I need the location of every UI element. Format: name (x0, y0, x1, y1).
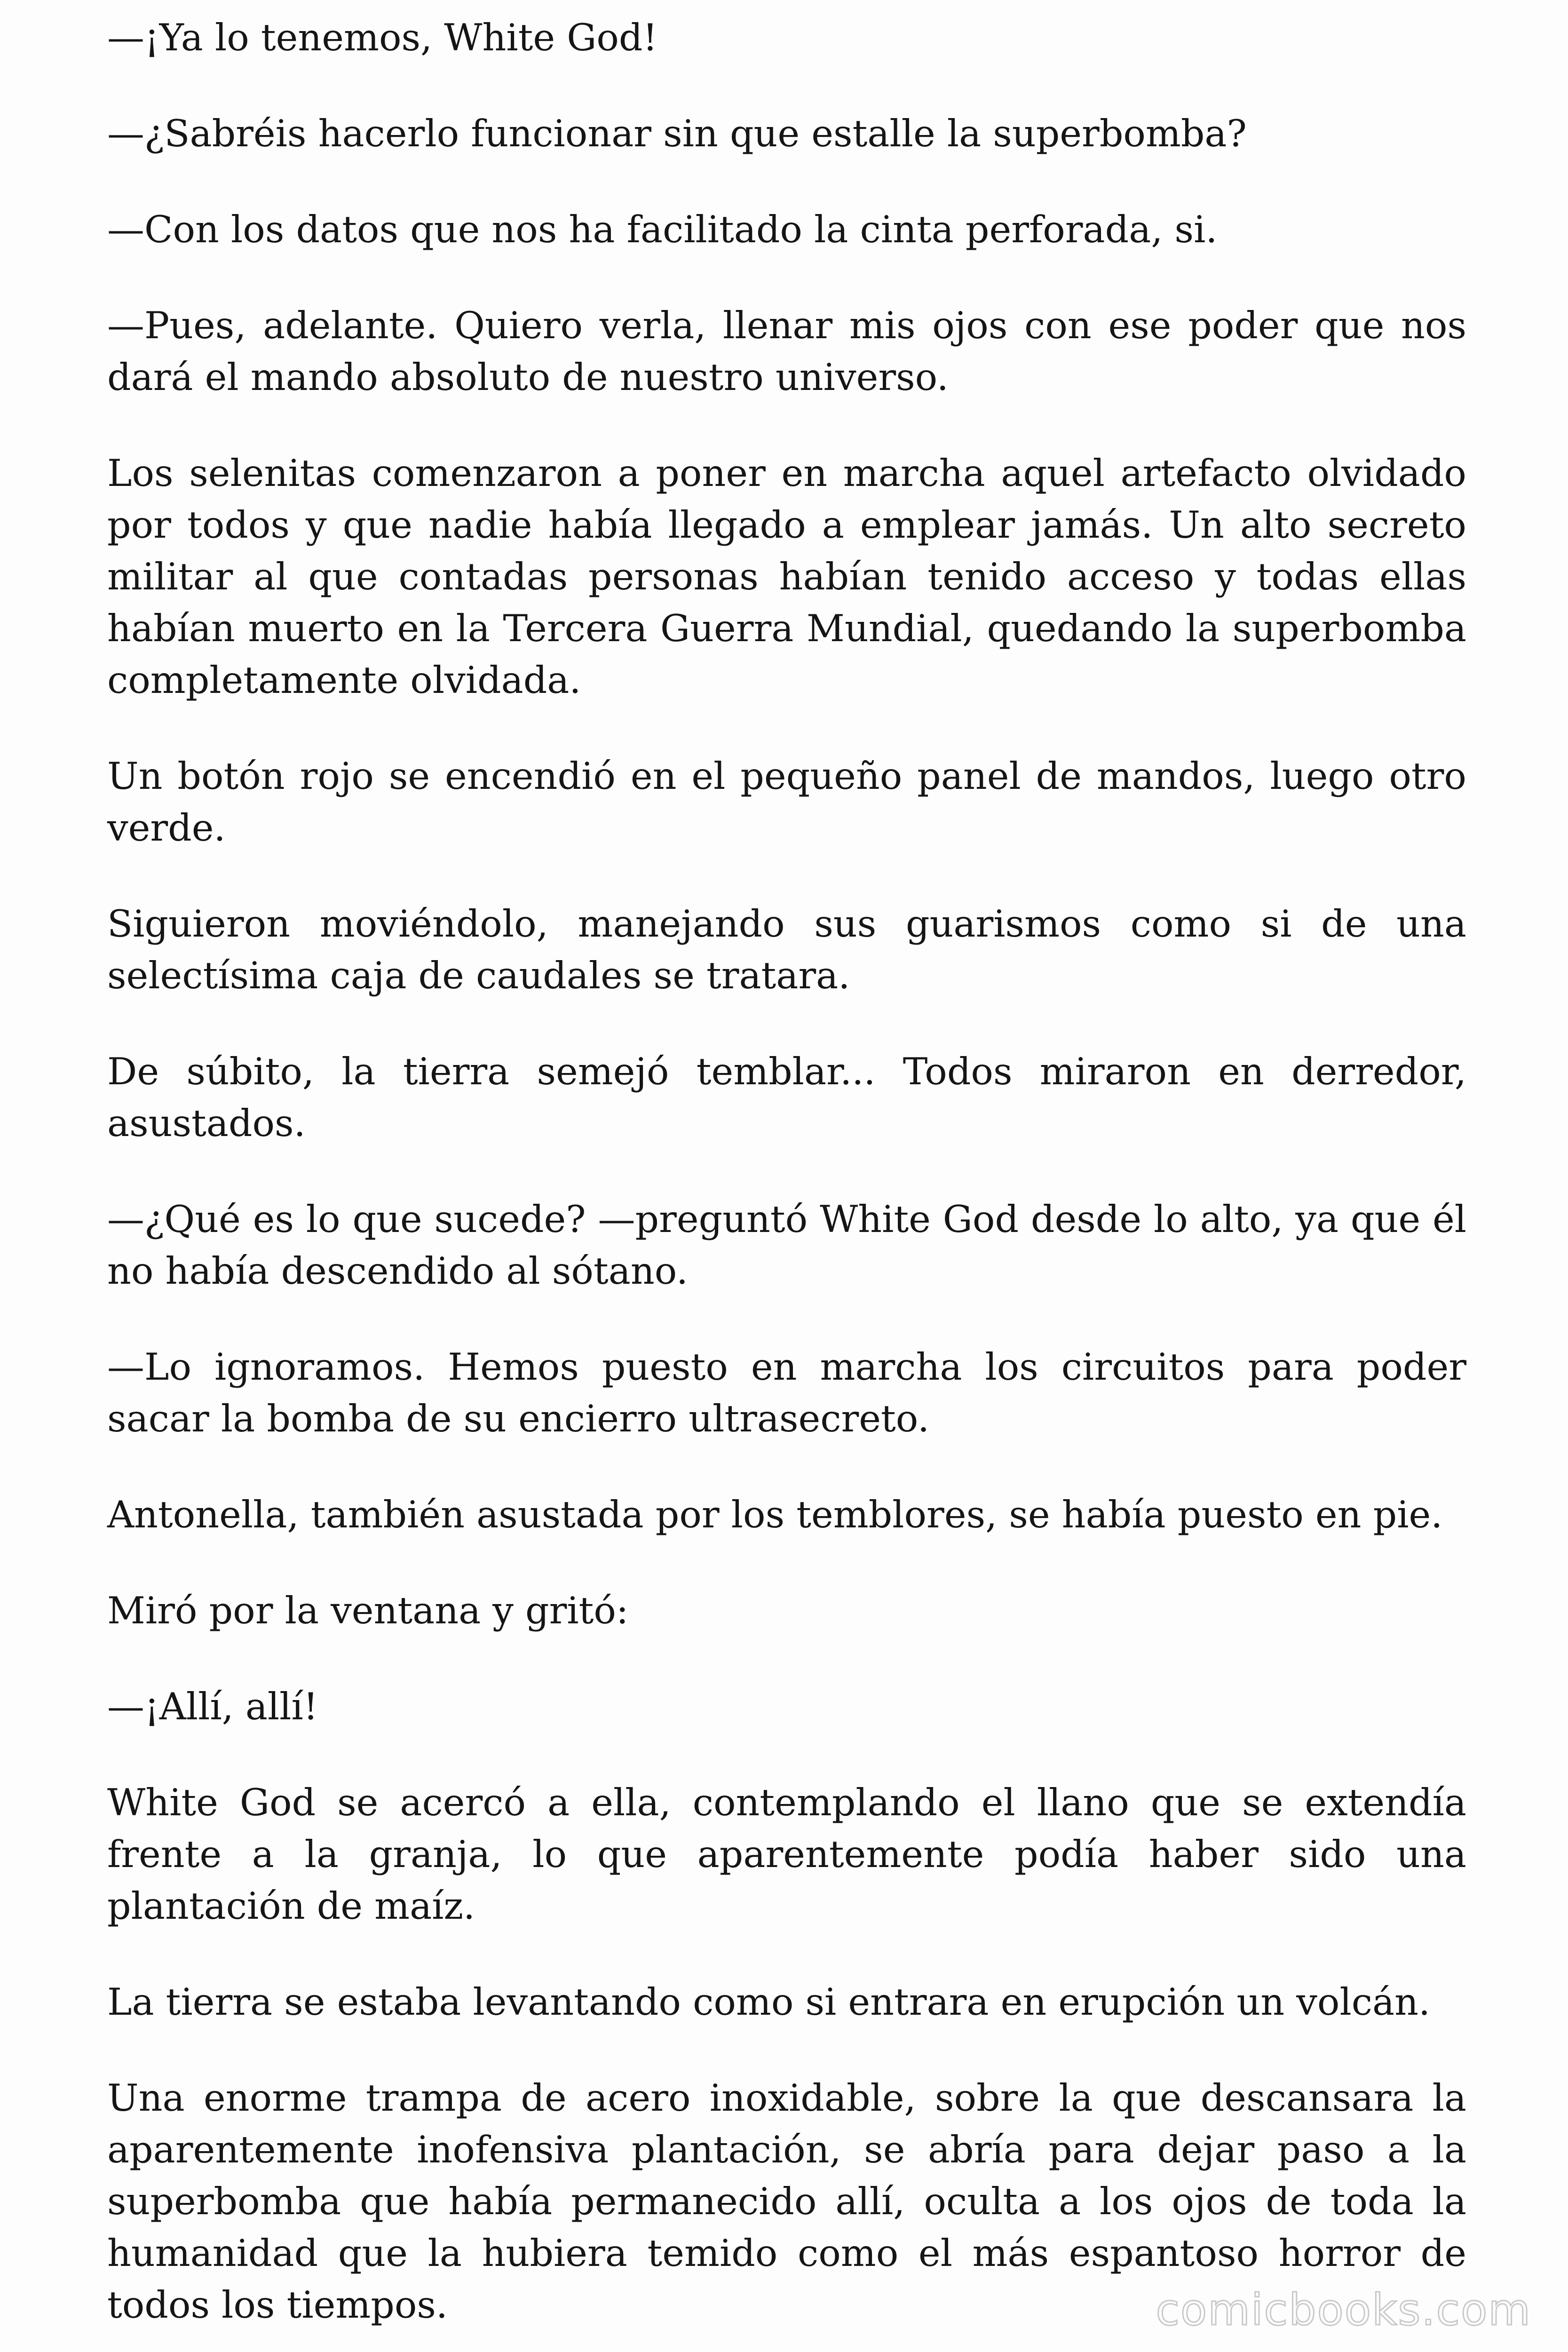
paragraph: —Lo ignoramos. Hemos puesto en marcha los circuitos para poder sacar la bomba de su encierro ultrasecreto. (107, 1345, 1466, 1440)
paragraph: White God se acercó a ella, contemplando el llano que se extendía frente a la granja, lo que aparentemente podía haber sido una plantación de maíz. (107, 1781, 1466, 1928)
paragraph: —¡Allí, allí! (107, 1685, 318, 1728)
document-page (107, 12, 1466, 2331)
paragraph: Siguieron moviéndolo, manejando sus guarismos como si de una selectísima caja de caudales se tratara. (107, 902, 1466, 997)
paragraph: Antonella, también asustada por los temblores, se había puesto en pie. (107, 1493, 1443, 1536)
paragraph: Los selenitas comenzaron a poner en marcha aquel artefacto olvidado por todos y que nadie había llegado a emplear jamás. Un alto secreto militar al que contadas personas habían tenido acceso y todas ellas habían muerto en la Tercera Guerra Mundial, quedando la superbomba completamente olvidada. (107, 452, 1466, 702)
watermark: comicbooks.com (1156, 2285, 1531, 2335)
paragraph: —Con los datos que nos ha facilitado la cinta perforada, si. (107, 208, 1218, 251)
paragraph: Miró por la ventana y gritó: (107, 1589, 629, 1632)
paragraph: —¿Sabréis hacerlo funcionar sin que estalle la superbomba? (107, 112, 1247, 155)
paragraph: Una enorme trampa de acero inoxidable, sobre la que descansara la aparentemente inofensiva plantación, se abría para dejar paso a la superbomba que había permanecido allí, oculta a los ojos de toda la humanidad que la hubiera temido como el más espantoso horror de todos los tiempos. (107, 2076, 1466, 2327)
paragraph: La tierra se estaba levantando como si entrara en erupción un volcán. (107, 1980, 1431, 2024)
paragraph: —Pues, adelante. Quiero verla, llenar mis ojos con ese poder que nos dará el mando absoluto de nuestro universo. (107, 304, 1466, 399)
paragraph: Un botón rojo se encendió en el pequeño panel de mandos, luego otro verde. (107, 755, 1466, 850)
paragraph: De súbito, la tierra semejó temblar... Todos miraron en derredor, asustados. (107, 1050, 1466, 1145)
paragraph: —¡Ya lo tenemos, White God! (107, 16, 658, 59)
paragraph: —¿Qué es lo que sucede? —preguntó White God desde lo alto, ya que él no había descendido al sótano. (107, 1198, 1466, 1293)
